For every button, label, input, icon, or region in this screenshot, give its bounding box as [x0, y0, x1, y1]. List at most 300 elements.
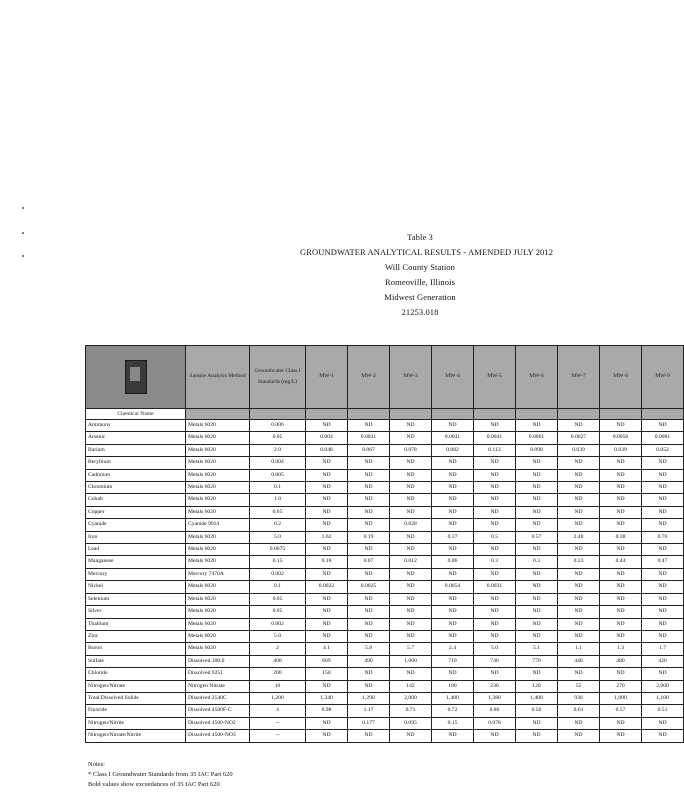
column-header: MW-6 — [516, 346, 558, 409]
result-value-cell: 5.1 — [516, 643, 558, 655]
result-value-cell: ND — [432, 593, 474, 605]
result-value-cell: 0.0061 — [516, 432, 558, 444]
result-value-cell: 440 — [558, 655, 600, 667]
method-cell: Metals 6020 — [186, 469, 250, 481]
table-number: Table 3 — [407, 232, 433, 242]
standard-value-cell: 0.0075 — [250, 544, 306, 556]
site-location: Romeoville, Illinois — [385, 277, 455, 287]
result-value-cell: ND — [432, 618, 474, 630]
column-date — [600, 409, 642, 420]
result-value-cell: ND — [558, 668, 600, 680]
result-value-cell: 0.0054 — [432, 581, 474, 593]
result-value-cell: ND — [390, 531, 432, 543]
result-value-cell: ND — [516, 506, 558, 518]
result-value-cell: ND — [600, 581, 642, 593]
result-value-cell: ND — [600, 494, 642, 506]
table-row — [86, 593, 684, 605]
result-value-cell: ND — [516, 482, 558, 494]
result-value-cell: ND — [348, 420, 390, 432]
result-value-cell: ND — [558, 457, 600, 469]
column-date — [250, 409, 306, 420]
table-row — [86, 618, 684, 630]
chemical-name-cell: Chromium — [86, 482, 186, 494]
result-value-cell: 5.8 — [348, 643, 390, 655]
result-value-cell: 0.082 — [432, 444, 474, 456]
method-cell: Metals 6020 — [186, 444, 250, 456]
method-subheader — [186, 409, 250, 420]
result-value-cell: 1,340 — [306, 692, 348, 704]
result-value-cell: ND — [348, 668, 390, 680]
result-value-cell: 2,000 — [390, 692, 432, 704]
company-name: Midwest Generation — [384, 292, 456, 302]
result-value-cell: ND — [306, 680, 348, 692]
result-value-cell: ND — [390, 544, 432, 556]
result-value-cell: ND — [600, 482, 642, 494]
result-value-cell: 0.095 — [390, 717, 432, 729]
result-value-cell: ND — [642, 544, 684, 556]
result-value-cell: ND — [516, 469, 558, 481]
result-value-cell: ND — [516, 581, 558, 593]
result-value-cell: ND — [516, 519, 558, 531]
result-value-cell: ND — [642, 519, 684, 531]
result-value-cell: ND — [432, 469, 474, 481]
result-value-cell: ND — [600, 544, 642, 556]
result-value-cell: ND — [390, 568, 432, 580]
result-value-cell: ND — [642, 581, 684, 593]
result-value-cell: 1,100 — [642, 692, 684, 704]
result-value-cell: ND — [432, 544, 474, 556]
result-value-cell: ND — [516, 606, 558, 618]
scan-mark — [22, 207, 24, 209]
standard-value-cell: 0.002 — [250, 618, 306, 630]
result-value-cell: ND — [558, 593, 600, 605]
result-value-cell: 0.078 — [390, 444, 432, 456]
result-value-cell: 0.0031 — [348, 432, 390, 444]
result-value-cell: ND — [348, 606, 390, 618]
result-value-cell: ND — [600, 593, 642, 605]
result-value-cell: ND — [306, 519, 348, 531]
result-value-cell: ND — [558, 630, 600, 642]
result-value-cell: 0.61 — [558, 705, 600, 717]
scan-mark — [22, 255, 24, 257]
column-header: MW-4 — [432, 346, 474, 409]
method-cell: Dissolved 9251 — [186, 668, 250, 680]
table-row — [86, 630, 684, 642]
table-row — [86, 655, 684, 667]
result-value-cell: 180 — [432, 680, 474, 692]
results-table-container — [85, 345, 671, 743]
result-value-cell: ND — [390, 457, 432, 469]
result-value-cell: 0.0041 — [474, 432, 516, 444]
result-value-cell: ND — [516, 457, 558, 469]
result-value-cell: ND — [306, 730, 348, 742]
result-value-cell: ND — [558, 581, 600, 593]
result-value-cell: ND — [306, 544, 348, 556]
result-value-cell: 0.57 — [600, 705, 642, 717]
result-value-cell: 0.07 — [348, 556, 390, 568]
result-value-cell: 0.51 — [642, 705, 684, 717]
result-value-cell: 5.0 — [474, 643, 516, 655]
table-row — [86, 444, 684, 456]
result-value-cell: ND — [432, 630, 474, 642]
standard-value-cell: -- — [250, 717, 306, 729]
chemical-header: Chemical Name — [86, 409, 186, 420]
result-value-cell: ND — [348, 544, 390, 556]
chemical-name-cell: Thallium — [86, 618, 186, 630]
result-value-cell: ND — [558, 494, 600, 506]
chemical-name-cell: Boron — [86, 643, 186, 655]
result-value-cell: ND — [600, 730, 642, 742]
chemical-name-cell: Beryllium — [86, 457, 186, 469]
result-value-cell: ND — [516, 568, 558, 580]
result-value-cell: 0.0081 — [642, 432, 684, 444]
result-value-cell: 0.048 — [306, 444, 348, 456]
result-value-cell: ND — [642, 593, 684, 605]
result-value-cell: ND — [558, 544, 600, 556]
result-value-cell: ND — [348, 506, 390, 518]
standard-value-cell: 2 — [250, 643, 306, 655]
method-cell: Metals 6020 — [186, 630, 250, 642]
result-value-cell: ND — [306, 482, 348, 494]
result-value-cell: ND — [558, 730, 600, 742]
result-value-cell: 1.3 — [600, 643, 642, 655]
result-value-cell: ND — [474, 420, 516, 432]
standard-value-cell: 0.2 — [250, 519, 306, 531]
table-row — [86, 668, 684, 680]
result-value-cell: 0.72 — [432, 705, 474, 717]
column-date — [348, 409, 390, 420]
method-cell: Nitrogen Nitrate — [186, 680, 250, 692]
chemical-name-cell: Zinc — [86, 630, 186, 642]
result-value-cell: ND — [348, 568, 390, 580]
standard-value-cell: 0.15 — [250, 556, 306, 568]
result-value-cell: ND — [432, 420, 474, 432]
standard-value-cell: 1,200 — [250, 692, 306, 704]
notes-section — [88, 760, 233, 790]
method-cell: Metals 6020 — [186, 606, 250, 618]
result-value-cell: ND — [642, 482, 684, 494]
method-cell: Metals 6020 — [186, 494, 250, 506]
table-row — [86, 506, 684, 518]
standard-value-cell: -- — [250, 730, 306, 742]
table-row — [86, 606, 684, 618]
method-cell: Metals 6020 — [186, 593, 250, 605]
chemical-name-cell: Total Dissolved Solids — [86, 692, 186, 704]
result-value-cell: ND — [474, 494, 516, 506]
method-header: Sample Analysis Method — [186, 346, 250, 409]
standard-value-cell: 0.1 — [250, 482, 306, 494]
result-value-cell: ND — [390, 432, 432, 444]
result-value-cell: ND — [642, 506, 684, 518]
result-value-cell: ND — [558, 482, 600, 494]
result-value-cell: 1,000 — [390, 655, 432, 667]
method-cell: Metals 6020 — [186, 420, 250, 432]
result-value-cell: ND — [306, 494, 348, 506]
chemical-name-cell: Nitrogen/Nitrate/Nitrite — [86, 730, 186, 742]
chemical-name-cell: Cadmium — [86, 469, 186, 481]
method-cell: Dissolved 300.0 — [186, 655, 250, 667]
column-header: MW-1 — [306, 346, 348, 409]
column-header: MW-5 — [474, 346, 516, 409]
standard-value-cell: 0.65 — [250, 506, 306, 518]
result-value-cell: 0.76 — [642, 531, 684, 543]
method-cell: Metals 6020 — [186, 432, 250, 444]
result-value-cell: ND — [474, 568, 516, 580]
result-value-cell: ND — [474, 593, 516, 605]
table-row — [86, 556, 684, 568]
method-cell: Metals 6020 — [186, 618, 250, 630]
result-value-cell: ND — [516, 593, 558, 605]
result-value-cell: ND — [390, 593, 432, 605]
scan-mark — [22, 232, 24, 234]
chemical-name-cell: Antimony — [86, 420, 186, 432]
result-value-cell: ND — [516, 668, 558, 680]
result-value-cell: 480 — [600, 655, 642, 667]
result-value-cell: ND — [474, 519, 516, 531]
result-value-cell: ND — [348, 494, 390, 506]
result-value-cell: ND — [642, 469, 684, 481]
result-value-cell: 0.15 — [432, 717, 474, 729]
result-value-cell: 0.0025 — [348, 581, 390, 593]
result-value-cell: ND — [390, 420, 432, 432]
result-value-cell: 0.004 — [306, 432, 348, 444]
result-value-cell: 0.38 — [600, 531, 642, 543]
result-value-cell: ND — [558, 506, 600, 518]
result-value-cell: 930 — [558, 692, 600, 704]
chemical-name-cell: Copper — [86, 506, 186, 518]
column-date — [474, 409, 516, 420]
standard-value-cell: 0.05 — [250, 606, 306, 618]
result-value-cell: ND — [516, 494, 558, 506]
result-value-cell: 0.06 — [432, 556, 474, 568]
result-value-cell: ND — [390, 581, 432, 593]
document-header — [300, 230, 554, 320]
result-value-cell: ND — [642, 618, 684, 630]
result-value-cell: ND — [432, 482, 474, 494]
result-value-cell: ND — [600, 630, 642, 642]
result-value-cell: 770 — [516, 655, 558, 667]
chemical-name-cell: Cyanide — [86, 519, 186, 531]
result-value-cell: ND — [348, 730, 390, 742]
result-value-cell: ND — [390, 494, 432, 506]
result-value-cell: ND — [348, 680, 390, 692]
result-value-cell: 150 — [306, 668, 348, 680]
result-value-cell: 1,400 — [516, 692, 558, 704]
results-body — [86, 420, 684, 743]
column-date — [306, 409, 348, 420]
result-value-cell: 1,380 — [474, 692, 516, 704]
result-value-cell: 490 — [348, 655, 390, 667]
result-value-cell: 1,000 — [600, 692, 642, 704]
chemical-name-cell: Sulfate — [86, 655, 186, 667]
result-value-cell: ND — [600, 668, 642, 680]
column-header: MW-7 — [558, 346, 600, 409]
method-cell: Metals 6020 — [186, 544, 250, 556]
table-row — [86, 643, 684, 655]
result-value-cell: 2.4 — [432, 643, 474, 655]
result-value-cell: ND — [642, 606, 684, 618]
result-value-cell: ND — [558, 618, 600, 630]
result-value-cell: ND — [390, 482, 432, 494]
table-row — [86, 432, 684, 444]
result-value-cell: 0.0027 — [558, 432, 600, 444]
chemical-name-cell: Fluoride — [86, 705, 186, 717]
chemical-name-cell: Barium — [86, 444, 186, 456]
result-value-cell: ND — [642, 420, 684, 432]
result-value-cell: ND — [390, 618, 432, 630]
column-date — [558, 409, 600, 420]
column-date — [432, 409, 474, 420]
result-value-cell: ND — [432, 457, 474, 469]
result-value-cell: ND — [348, 519, 390, 531]
result-value-cell: ND — [642, 668, 684, 680]
standard-value-cell: 2.0 — [250, 444, 306, 456]
result-value-cell: ND — [306, 568, 348, 580]
result-value-cell: ND — [306, 618, 348, 630]
result-value-cell: ND — [600, 568, 642, 580]
standard-value-cell: 5.0 — [250, 531, 306, 543]
result-value-cell: 0.078 — [474, 717, 516, 729]
result-value-cell: 5.7 — [390, 643, 432, 655]
result-value-cell: ND — [642, 730, 684, 742]
result-value-cell: 1,290 — [348, 692, 390, 704]
result-value-cell: ND — [390, 668, 432, 680]
chemical-name-cell: Silver — [86, 606, 186, 618]
result-value-cell: ND — [390, 630, 432, 642]
result-value-cell: ND — [600, 420, 642, 432]
result-value-cell: ND — [600, 469, 642, 481]
chemical-name-cell: Lead — [86, 544, 186, 556]
table-row — [86, 568, 684, 580]
result-value-cell: 0.44 — [600, 556, 642, 568]
result-value-cell: ND — [306, 630, 348, 642]
company-logo — [125, 360, 147, 394]
table-row — [86, 692, 684, 704]
result-value-cell: ND — [600, 457, 642, 469]
result-value-cell: ND — [390, 606, 432, 618]
result-value-cell: 2.48 — [558, 531, 600, 543]
result-value-cell: 0.177 — [348, 717, 390, 729]
note-line: Bold values show exceedances of 35 IAC Part 620 — [88, 781, 220, 788]
result-value-cell: 4.1 — [306, 643, 348, 655]
result-value-cell: ND — [306, 457, 348, 469]
chemical-name-cell: Cobalt — [86, 494, 186, 506]
chemical-name-cell: Nitrogen/Nitrite — [86, 717, 186, 729]
result-value-cell: ND — [306, 506, 348, 518]
result-value-cell: ND — [642, 568, 684, 580]
result-value-cell: ND — [558, 717, 600, 729]
method-cell: Mercury 7470A — [186, 568, 250, 580]
standard-value-cell: 0.1 — [250, 581, 306, 593]
result-value-cell: 0.56 — [516, 705, 558, 717]
result-value-cell: ND — [432, 568, 474, 580]
result-value-cell: 1.1 — [558, 643, 600, 655]
result-value-cell: ND — [600, 606, 642, 618]
result-value-cell: ND — [348, 469, 390, 481]
result-value-cell: 0.113 — [474, 444, 516, 456]
report-title: GROUNDWATER ANALYTICAL RESULTS - AMENDED JULY 2012 — [300, 247, 554, 257]
standard-value-cell: 10 — [250, 680, 306, 692]
column-header: MW-8 — [600, 346, 642, 409]
result-value-cell: ND — [474, 630, 516, 642]
result-value-cell: 0.98 — [306, 705, 348, 717]
chemical-name-cell: Nickel — [86, 581, 186, 593]
result-value-cell: 420 — [642, 655, 684, 667]
chemical-name-cell: Arsenic — [86, 432, 186, 444]
method-cell: Dissolved 4500-NO3 — [186, 730, 250, 742]
result-value-cell: 0.0022 — [306, 581, 348, 593]
table-row — [86, 457, 684, 469]
method-cell: Dissolved 2540C — [186, 692, 250, 704]
result-value-cell: ND — [348, 457, 390, 469]
result-value-cell: 270 — [600, 680, 642, 692]
result-value-cell: 0.86 — [474, 705, 516, 717]
result-value-cell: 2,000 — [642, 680, 684, 692]
result-value-cell: 740 — [474, 655, 516, 667]
result-value-cell: ND — [306, 593, 348, 605]
result-value-cell: ND — [642, 717, 684, 729]
result-value-cell: 0.18 — [306, 556, 348, 568]
result-value-cell: ND — [558, 420, 600, 432]
result-value-cell: ND — [306, 469, 348, 481]
result-value-cell: ND — [474, 730, 516, 742]
result-value-cell: ND — [474, 606, 516, 618]
result-value-cell: ND — [558, 519, 600, 531]
result-value-cell: ND — [600, 506, 642, 518]
result-value-cell: ND — [516, 544, 558, 556]
result-value-cell: ND — [474, 668, 516, 680]
result-value-cell: ND — [306, 717, 348, 729]
result-value-cell: 230 — [474, 680, 516, 692]
chemical-name-cell: Nitrogen/Nitrate — [86, 680, 186, 692]
column-header: MW-3 — [390, 346, 432, 409]
method-cell: Cyanide 9014 — [186, 519, 250, 531]
method-cell: Metals 6020 — [186, 506, 250, 518]
method-cell: Metals 6020 — [186, 556, 250, 568]
table-row — [86, 519, 684, 531]
result-value-cell: ND — [474, 482, 516, 494]
result-value-cell: 142 — [390, 680, 432, 692]
result-value-cell: 0.0041 — [432, 432, 474, 444]
table-row — [86, 705, 684, 717]
result-value-cell: 1.7 — [642, 643, 684, 655]
table-row — [86, 581, 684, 593]
logo-cell — [86, 346, 186, 409]
standard-value-cell: 400 — [250, 655, 306, 667]
project-number: 21253.018 — [401, 307, 439, 317]
note-line: * Class I Groundwater Standards from 35 IAC Part 620 — [88, 771, 233, 778]
result-value-cell: ND — [474, 544, 516, 556]
result-value-cell: 0.012 — [390, 556, 432, 568]
standard-value-cell: 5.0 — [250, 630, 306, 642]
table-row — [86, 469, 684, 481]
standard-value-cell: 4 — [250, 705, 306, 717]
result-value-cell: ND — [558, 469, 600, 481]
result-value-cell: 0.23 — [558, 556, 600, 568]
result-value-cell: ND — [516, 717, 558, 729]
table-row — [86, 680, 684, 692]
column-date — [642, 409, 684, 420]
result-value-cell: 1,400 — [432, 692, 474, 704]
method-cell: Metals 6020 — [186, 482, 250, 494]
result-value-cell: 0.37 — [432, 531, 474, 543]
table-row — [86, 531, 684, 543]
table-row — [86, 544, 684, 556]
result-value-cell: ND — [642, 457, 684, 469]
result-value-cell: ND — [474, 469, 516, 481]
result-value-cell: 0.5 — [474, 531, 516, 543]
result-value-cell: 0.3 — [474, 556, 516, 568]
